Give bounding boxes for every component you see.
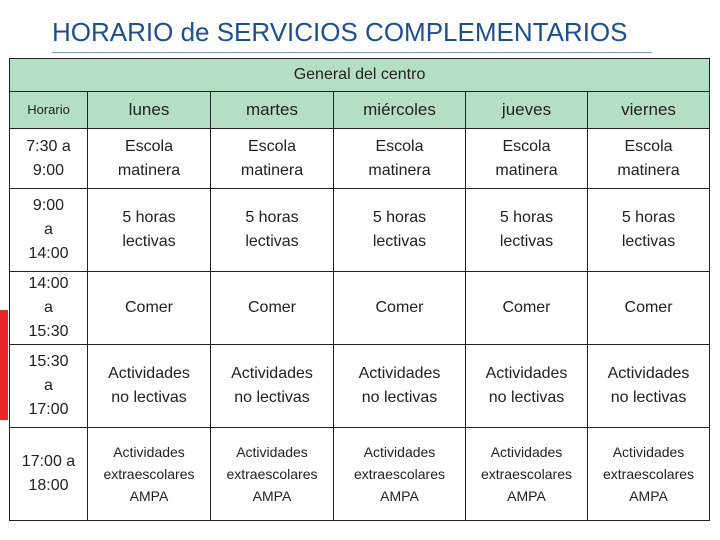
- cell-line: Comer: [124, 299, 173, 316]
- side-accent-bar: [0, 310, 8, 420]
- table-row: [10, 129, 710, 189]
- time-line: 15:30: [28, 323, 69, 340]
- cell-line: Escola: [124, 137, 174, 155]
- group-header-cell: General del centro: [10, 59, 710, 92]
- schedule-cell-miercoles: [334, 345, 466, 428]
- cell-line: Actividades: [612, 444, 685, 460]
- cell-line: Comer: [247, 299, 296, 316]
- schedule-cell-miercoles: [334, 189, 466, 272]
- header-day-martes: martes: [211, 92, 334, 129]
- cell-line: AMPA: [629, 488, 668, 504]
- time-cell: [10, 272, 88, 345]
- cell-line: extraescolares: [353, 466, 446, 482]
- schedule-cell-martes: [211, 345, 334, 428]
- cell-line: lectivas: [122, 233, 176, 250]
- schedule-cell-martes: [211, 189, 334, 272]
- table-row: [10, 428, 710, 521]
- cell-line: Escola: [375, 137, 424, 155]
- cell-line: Escola: [624, 137, 673, 155]
- time-line: 18:00: [28, 477, 69, 494]
- schedule-table: [9, 58, 710, 521]
- time-line: a: [44, 377, 53, 394]
- time-cell: [10, 428, 88, 521]
- header-day-miercoles: miércoles: [334, 92, 466, 129]
- time-line: 15:30: [28, 353, 69, 370]
- cell-line: matinera: [617, 161, 680, 179]
- header-day-viernes: viernes: [588, 92, 710, 129]
- time-line: 17:00: [28, 401, 69, 418]
- cell-line: lectivas: [245, 233, 299, 250]
- schedule-cell-jueves: [466, 129, 588, 189]
- cell-line: 5 horas: [372, 209, 427, 226]
- time-cell: [10, 189, 88, 272]
- time-line: 14:00: [28, 275, 69, 292]
- table-row: [10, 345, 710, 428]
- cell-line: AMPA: [380, 488, 419, 504]
- schedule-cell-viernes: [588, 345, 710, 428]
- cell-line: Actividades: [108, 365, 190, 382]
- cell-line: Actividades: [607, 365, 690, 382]
- time-line: 9:00: [32, 161, 65, 179]
- page-title: HORARIO de SERVICIOS COMPLEMENTARIOS: [52, 17, 628, 47]
- cell-line: no lectivas: [361, 389, 438, 406]
- cell-line: Actividades: [363, 444, 436, 460]
- time-cell: [10, 129, 88, 189]
- schedule-cell-martes: [211, 129, 334, 189]
- cell-line: matinera: [117, 161, 181, 179]
- cell-line: lectivas: [621, 233, 676, 250]
- cell-line: no lectivas: [234, 389, 310, 406]
- time-line: a: [44, 221, 53, 238]
- cell-line: 5 horas: [122, 209, 176, 226]
- schedule-cell-viernes: [588, 428, 710, 521]
- schedule-cell-lunes: [88, 428, 211, 521]
- table-row: [10, 272, 710, 345]
- cell-line: 5 horas: [499, 209, 554, 226]
- header-day-lunes: lunes: [88, 92, 211, 129]
- cell-line: extraescolares: [480, 466, 573, 482]
- cell-line: no lectivas: [111, 389, 187, 406]
- cell-line: extraescolares: [226, 466, 318, 482]
- schedule-cell-viernes: [588, 129, 710, 189]
- schedule-cell-jueves: [466, 272, 588, 345]
- header-row: [10, 92, 710, 129]
- time-line: 9:00: [32, 197, 65, 214]
- schedule-cell-viernes: [588, 272, 710, 345]
- schedule-cell-lunes: [88, 189, 211, 272]
- schedule-cell-martes: [211, 428, 334, 521]
- cell-line: Actividades: [231, 365, 313, 382]
- cell-line: Actividades: [490, 444, 563, 460]
- group-header-row: [10, 59, 710, 92]
- cell-line: Actividades: [113, 444, 185, 460]
- schedule-cell-jueves: [466, 428, 588, 521]
- schedule-cell-miercoles: [334, 129, 466, 189]
- cell-line: Actividades: [485, 365, 568, 382]
- schedule-cell-jueves: [466, 189, 588, 272]
- cell-line: Actividades: [358, 365, 441, 382]
- cell-line: 5 horas: [621, 209, 676, 226]
- schedule-cell-viernes: [588, 189, 710, 272]
- cell-line: no lectivas: [610, 389, 687, 406]
- cell-line: 5 horas: [245, 209, 299, 226]
- cell-line: Actividades: [236, 444, 308, 460]
- cell-line: matinera: [495, 161, 558, 179]
- schedule-cell-jueves: [466, 345, 588, 428]
- time-line: 17:00 a: [21, 453, 76, 470]
- cell-line: Comer: [375, 299, 424, 316]
- cell-line: matinera: [368, 161, 431, 179]
- time-line: 7:30 a: [26, 137, 71, 155]
- schedule-cell-lunes: [88, 345, 211, 428]
- header-time-cell: Horario: [10, 92, 88, 129]
- cell-line: Comer: [624, 299, 673, 316]
- schedule-cell-lunes: [88, 272, 211, 345]
- cell-line: lectivas: [499, 233, 554, 250]
- time-line: a: [44, 299, 53, 316]
- cell-line: AMPA: [507, 488, 546, 504]
- title-underline: [52, 52, 652, 53]
- time-line: 14:00: [28, 245, 69, 262]
- schedule-cell-miercoles: [334, 428, 466, 521]
- cell-line: extraescolares: [603, 466, 695, 482]
- cell-line: extraescolares: [103, 466, 195, 482]
- cell-line: no lectivas: [488, 389, 565, 406]
- cell-line: Comer: [502, 299, 551, 316]
- cell-line: lectivas: [372, 233, 427, 250]
- schedule-cell-lunes: [88, 129, 211, 189]
- schedule-cell-miercoles: [334, 272, 466, 345]
- table-row: [10, 189, 710, 272]
- cell-line: AMPA: [129, 488, 169, 504]
- time-cell: [10, 345, 88, 428]
- cell-line: Escola: [502, 137, 551, 155]
- cell-line: matinera: [240, 161, 304, 179]
- header-day-jueves: jueves: [466, 92, 588, 129]
- schedule-cell-martes: [211, 272, 334, 345]
- cell-line: Escola: [247, 137, 297, 155]
- cell-line: AMPA: [252, 488, 292, 504]
